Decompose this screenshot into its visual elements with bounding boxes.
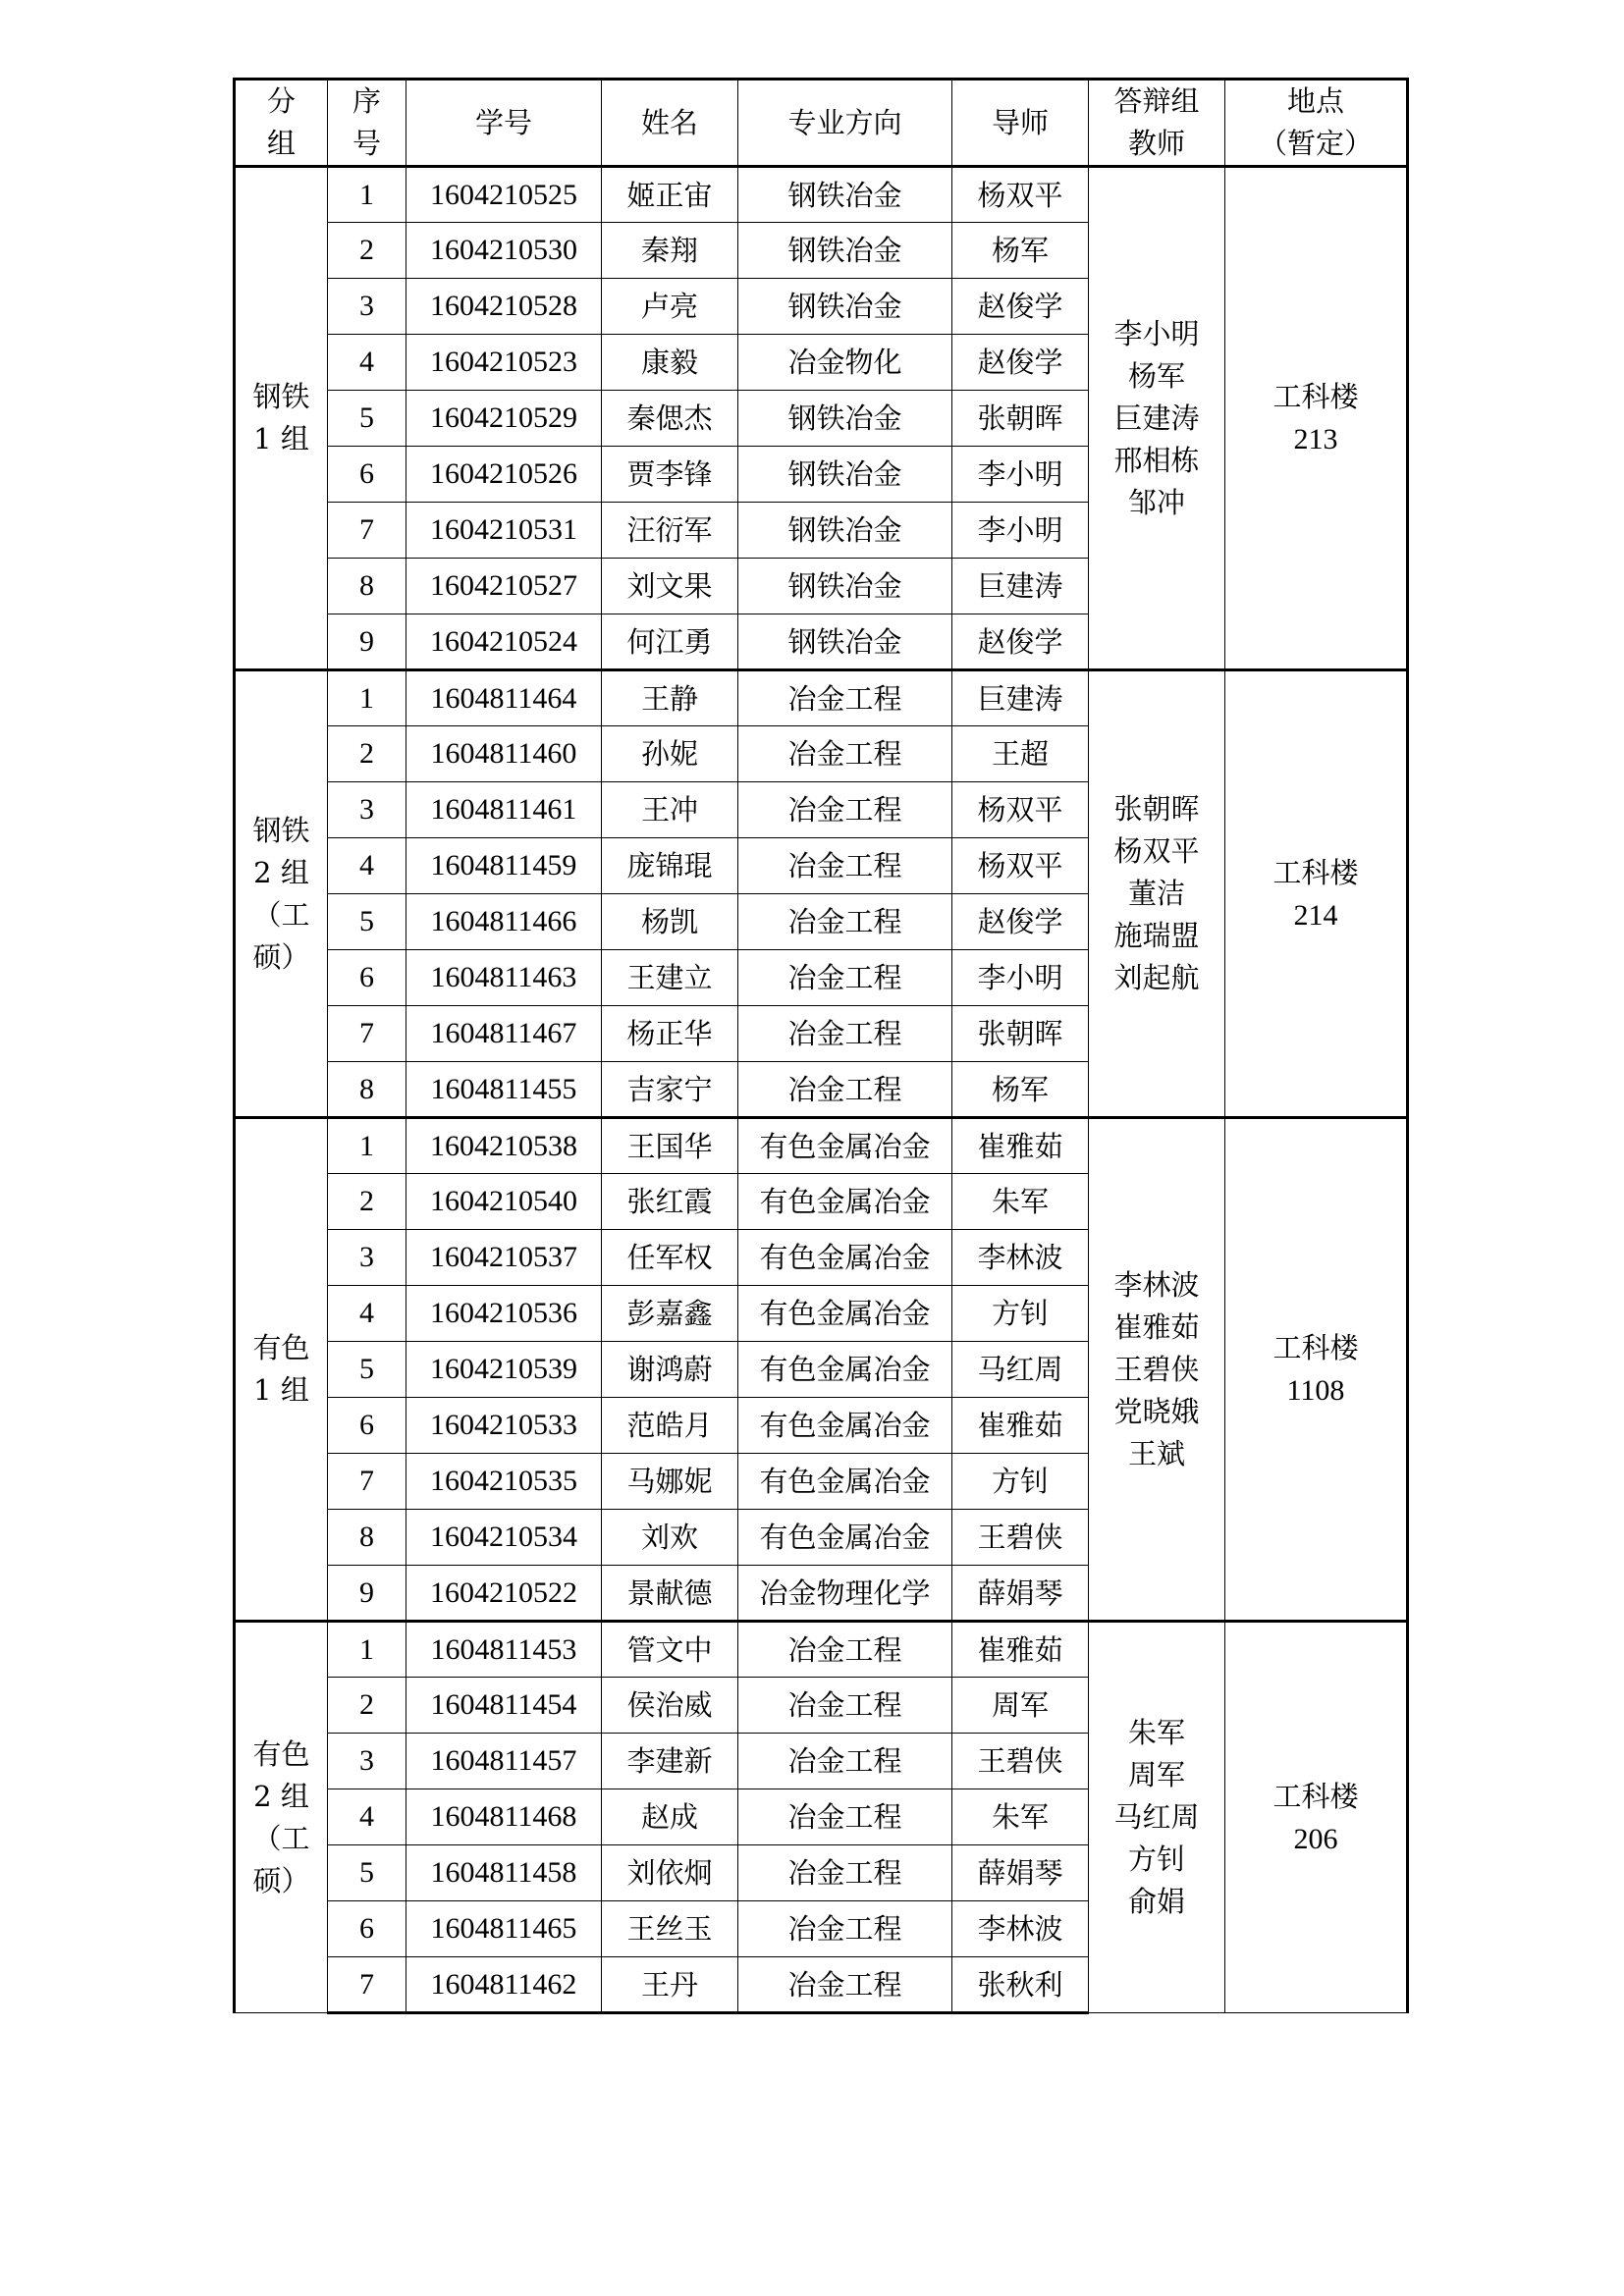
major-cell: 冶金工程 (738, 1678, 952, 1734)
seq-cell: 3 (328, 782, 406, 838)
advisor-cell: 方钊 (952, 1286, 1089, 1342)
seq-cell: 1 (328, 167, 406, 223)
seq-cell: 3 (328, 279, 406, 335)
seq-cell: 1 (328, 1118, 406, 1174)
seq-cell: 6 (328, 1398, 406, 1454)
student-id-cell: 1604811466 (406, 894, 602, 950)
major-cell: 冶金工程 (738, 1062, 952, 1118)
advisor-cell: 马红周 (952, 1342, 1089, 1398)
major-cell: 钢铁冶金 (738, 447, 952, 503)
student-id-cell: 1604811455 (406, 1062, 602, 1118)
major-cell: 有色金属冶金 (738, 1454, 952, 1510)
seq-cell: 4 (328, 1286, 406, 1342)
student-name-cell: 景献德 (602, 1566, 738, 1622)
location-cell: 工科楼 1108 (1225, 1118, 1408, 1622)
committee-cell: 李小明 杨军 巨建涛 邢相栋 邹冲 (1089, 167, 1225, 670)
student-id-cell: 1604811453 (406, 1622, 602, 1678)
location-cell: 工科楼 206 (1225, 1622, 1408, 2013)
student-id-cell: 1604210533 (406, 1398, 602, 1454)
major-cell: 钢铁冶金 (738, 614, 952, 670)
advisor-cell: 王超 (952, 726, 1089, 782)
table-row (235, 167, 1408, 223)
major-cell: 冶金工程 (738, 838, 952, 894)
major-cell: 冶金工程 (738, 894, 952, 950)
student-name-cell: 管文中 (602, 1622, 738, 1678)
advisor-cell: 朱军 (952, 1174, 1089, 1230)
student-id-cell: 1604811459 (406, 838, 602, 894)
table-row (235, 1118, 1408, 1174)
student-name-cell: 孙妮 (602, 726, 738, 782)
seq-cell: 9 (328, 1566, 406, 1622)
advisor-cell: 杨军 (952, 1062, 1089, 1118)
advisor-cell: 王碧侠 (952, 1510, 1089, 1566)
student-name-cell: 康毅 (602, 335, 738, 391)
seq-cell: 7 (328, 1454, 406, 1510)
student-name-cell: 王建立 (602, 950, 738, 1006)
student-id-cell: 1604210536 (406, 1286, 602, 1342)
header-group: 分 组 (235, 80, 328, 167)
table-header (235, 80, 1408, 167)
table-body (235, 167, 1408, 2013)
student-name-cell: 侯治威 (602, 1678, 738, 1734)
student-name-cell: 庞锦琨 (602, 838, 738, 894)
student-name-cell: 刘依炯 (602, 1845, 738, 1901)
location-cell: 工科楼 214 (1225, 670, 1408, 1118)
student-id-cell: 1604210534 (406, 1510, 602, 1566)
seq-cell: 6 (328, 1901, 406, 1957)
seq-cell: 6 (328, 950, 406, 1006)
header-major: 专业方向 (738, 80, 952, 167)
student-id-cell: 1604811468 (406, 1789, 602, 1845)
seq-cell: 5 (328, 894, 406, 950)
student-id-cell: 1604811454 (406, 1678, 602, 1734)
seq-cell: 1 (328, 1622, 406, 1678)
advisor-cell: 王碧侠 (952, 1734, 1089, 1789)
header-name: 姓名 (602, 80, 738, 167)
advisor-cell: 崔雅茹 (952, 1398, 1089, 1454)
student-id-cell: 1604210524 (406, 614, 602, 670)
advisor-cell: 杨双平 (952, 838, 1089, 894)
student-name-cell: 王冲 (602, 782, 738, 838)
student-id-cell: 1604210540 (406, 1174, 602, 1230)
student-id-cell: 1604210529 (406, 391, 602, 447)
seq-cell: 2 (328, 1174, 406, 1230)
student-id-cell: 1604210535 (406, 1454, 602, 1510)
advisor-cell: 李林波 (952, 1230, 1089, 1286)
major-cell: 冶金工程 (738, 726, 952, 782)
seq-cell: 2 (328, 726, 406, 782)
advisor-cell: 巨建涛 (952, 559, 1089, 614)
seq-cell: 7 (328, 1957, 406, 2013)
student-id-cell: 1604210528 (406, 279, 602, 335)
student-name-cell: 杨正华 (602, 1006, 738, 1062)
advisor-cell: 崔雅茹 (952, 1118, 1089, 1174)
student-id-cell: 1604210530 (406, 223, 602, 279)
group-name-cell: 钢铁 1 组 (235, 167, 328, 670)
student-id-cell: 1604210522 (406, 1566, 602, 1622)
student-name-cell: 王丹 (602, 1957, 738, 2013)
advisor-cell: 张秋利 (952, 1957, 1089, 2013)
student-id-cell: 1604811465 (406, 1901, 602, 1957)
seq-cell: 7 (328, 503, 406, 559)
header-seq: 序 号 (328, 80, 406, 167)
student-name-cell: 秦翔 (602, 223, 738, 279)
header-location: 地点 （暂定） (1225, 80, 1408, 167)
group-name-cell: 有色 2 组 （工 硕） (235, 1622, 328, 2013)
major-cell: 冶金工程 (738, 670, 952, 726)
advisor-cell: 朱军 (952, 1789, 1089, 1845)
committee-cell: 朱军 周军 马红周 方钊 俞娟 (1089, 1622, 1225, 2013)
student-name-cell: 赵成 (602, 1789, 738, 1845)
student-id-cell: 1604210523 (406, 335, 602, 391)
student-id-cell: 1604210527 (406, 559, 602, 614)
student-name-cell: 刘欢 (602, 1510, 738, 1566)
major-cell: 冶金工程 (738, 1006, 952, 1062)
major-cell: 冶金工程 (738, 1901, 952, 1957)
major-cell: 有色金属冶金 (738, 1230, 952, 1286)
seq-cell: 3 (328, 1230, 406, 1286)
seq-cell: 4 (328, 335, 406, 391)
student-name-cell: 秦偲杰 (602, 391, 738, 447)
student-id-cell: 1604811461 (406, 782, 602, 838)
committee-cell: 李林波 崔雅茹 王碧侠 党晓娥 王斌 (1089, 1118, 1225, 1622)
advisor-cell: 赵俊学 (952, 279, 1089, 335)
seq-cell: 4 (328, 1789, 406, 1845)
student-id-cell: 1604811462 (406, 1957, 602, 2013)
major-cell: 冶金物理化学 (738, 1566, 952, 1622)
major-cell: 冶金物化 (738, 335, 952, 391)
student-name-cell: 王静 (602, 670, 738, 726)
major-cell: 冶金工程 (738, 1734, 952, 1789)
student-name-cell: 范皓月 (602, 1398, 738, 1454)
major-cell: 有色金属冶金 (738, 1286, 952, 1342)
seq-cell: 8 (328, 1062, 406, 1118)
seq-cell: 5 (328, 391, 406, 447)
major-cell: 有色金属冶金 (738, 1174, 952, 1230)
student-id-cell: 1604210537 (406, 1230, 602, 1286)
advisor-cell: 李林波 (952, 1901, 1089, 1957)
student-id-cell: 1604210526 (406, 447, 602, 503)
advisor-cell: 崔雅茹 (952, 1622, 1089, 1678)
student-id-cell: 1604811464 (406, 670, 602, 726)
major-cell: 钢铁冶金 (738, 391, 952, 447)
student-id-cell: 1604811458 (406, 1845, 602, 1901)
advisor-cell: 赵俊学 (952, 894, 1089, 950)
student-name-cell: 姬正宙 (602, 167, 738, 223)
major-cell: 钢铁冶金 (738, 503, 952, 559)
advisor-cell: 李小明 (952, 447, 1089, 503)
advisor-cell: 杨双平 (952, 782, 1089, 838)
advisor-cell: 张朝晖 (952, 1006, 1089, 1062)
student-name-cell: 卢亮 (602, 279, 738, 335)
student-id-cell: 1604210531 (406, 503, 602, 559)
seq-cell: 5 (328, 1342, 406, 1398)
advisor-cell: 张朝晖 (952, 391, 1089, 447)
seq-cell: 7 (328, 1006, 406, 1062)
major-cell: 冶金工程 (738, 950, 952, 1006)
major-cell: 冶金工程 (738, 1957, 952, 2013)
table-row (235, 1622, 1408, 1678)
seq-cell: 2 (328, 1678, 406, 1734)
student-id-cell: 1604210525 (406, 167, 602, 223)
major-cell: 有色金属冶金 (738, 1398, 952, 1454)
seq-cell: 9 (328, 614, 406, 670)
student-name-cell: 贾李锋 (602, 447, 738, 503)
student-name-cell: 李建新 (602, 1734, 738, 1789)
seq-cell: 8 (328, 1510, 406, 1566)
major-cell: 钢铁冶金 (738, 167, 952, 223)
advisor-cell: 薛娟琴 (952, 1566, 1089, 1622)
student-name-cell: 吉家宁 (602, 1062, 738, 1118)
advisor-cell: 赵俊学 (952, 614, 1089, 670)
major-cell: 钢铁冶金 (738, 223, 952, 279)
student-name-cell: 何江勇 (602, 614, 738, 670)
header-committee: 答辩组 教师 (1089, 80, 1225, 167)
advisor-cell: 杨军 (952, 223, 1089, 279)
group-name-cell: 有色 1 组 (235, 1118, 328, 1622)
student-name-cell: 马娜妮 (602, 1454, 738, 1510)
major-cell: 有色金属冶金 (738, 1510, 952, 1566)
table-row (235, 670, 1408, 726)
student-id-cell: 1604811460 (406, 726, 602, 782)
seq-cell: 5 (328, 1845, 406, 1901)
student-id-cell: 1604811457 (406, 1734, 602, 1789)
student-name-cell: 杨凯 (602, 894, 738, 950)
advisor-cell: 李小明 (952, 503, 1089, 559)
student-name-cell: 谢鸿蔚 (602, 1342, 738, 1398)
student-name-cell: 王丝玉 (602, 1901, 738, 1957)
major-cell: 冶金工程 (738, 1622, 952, 1678)
advisor-cell: 薛娟琴 (952, 1845, 1089, 1901)
committee-cell: 张朝晖 杨双平 董洁 施瑞盟 刘起航 (1089, 670, 1225, 1118)
advisor-cell: 杨双平 (952, 167, 1089, 223)
student-id-cell: 1604811463 (406, 950, 602, 1006)
header-advisor: 导师 (952, 80, 1089, 167)
student-name-cell: 张红霞 (602, 1174, 738, 1230)
seq-cell: 3 (328, 1734, 406, 1789)
major-cell: 钢铁冶金 (738, 279, 952, 335)
major-cell: 冶金工程 (738, 1789, 952, 1845)
student-name-cell: 王国华 (602, 1118, 738, 1174)
advisor-cell: 李小明 (952, 950, 1089, 1006)
advisor-cell: 赵俊学 (952, 335, 1089, 391)
major-cell: 钢铁冶金 (738, 559, 952, 614)
student-name-cell: 汪衍军 (602, 503, 738, 559)
advisor-cell: 巨建涛 (952, 670, 1089, 726)
defense-schedule-table (233, 78, 1409, 2014)
seq-cell: 4 (328, 838, 406, 894)
student-id-cell: 1604210538 (406, 1118, 602, 1174)
major-cell: 冶金工程 (738, 1845, 952, 1901)
student-name-cell: 彭嘉鑫 (602, 1286, 738, 1342)
student-id-cell: 1604811467 (406, 1006, 602, 1062)
advisor-cell: 方钊 (952, 1454, 1089, 1510)
seq-cell: 2 (328, 223, 406, 279)
major-cell: 冶金工程 (738, 782, 952, 838)
seq-cell: 1 (328, 670, 406, 726)
student-name-cell: 任军权 (602, 1230, 738, 1286)
major-cell: 有色金属冶金 (738, 1118, 952, 1174)
student-id-cell: 1604210539 (406, 1342, 602, 1398)
group-name-cell: 钢铁 2 组 （工 硕） (235, 670, 328, 1118)
header-student-id: 学号 (406, 80, 602, 167)
seq-cell: 8 (328, 559, 406, 614)
seq-cell: 6 (328, 447, 406, 503)
major-cell: 有色金属冶金 (738, 1342, 952, 1398)
location-cell: 工科楼 213 (1225, 167, 1408, 670)
student-name-cell: 刘文果 (602, 559, 738, 614)
advisor-cell: 周军 (952, 1678, 1089, 1734)
